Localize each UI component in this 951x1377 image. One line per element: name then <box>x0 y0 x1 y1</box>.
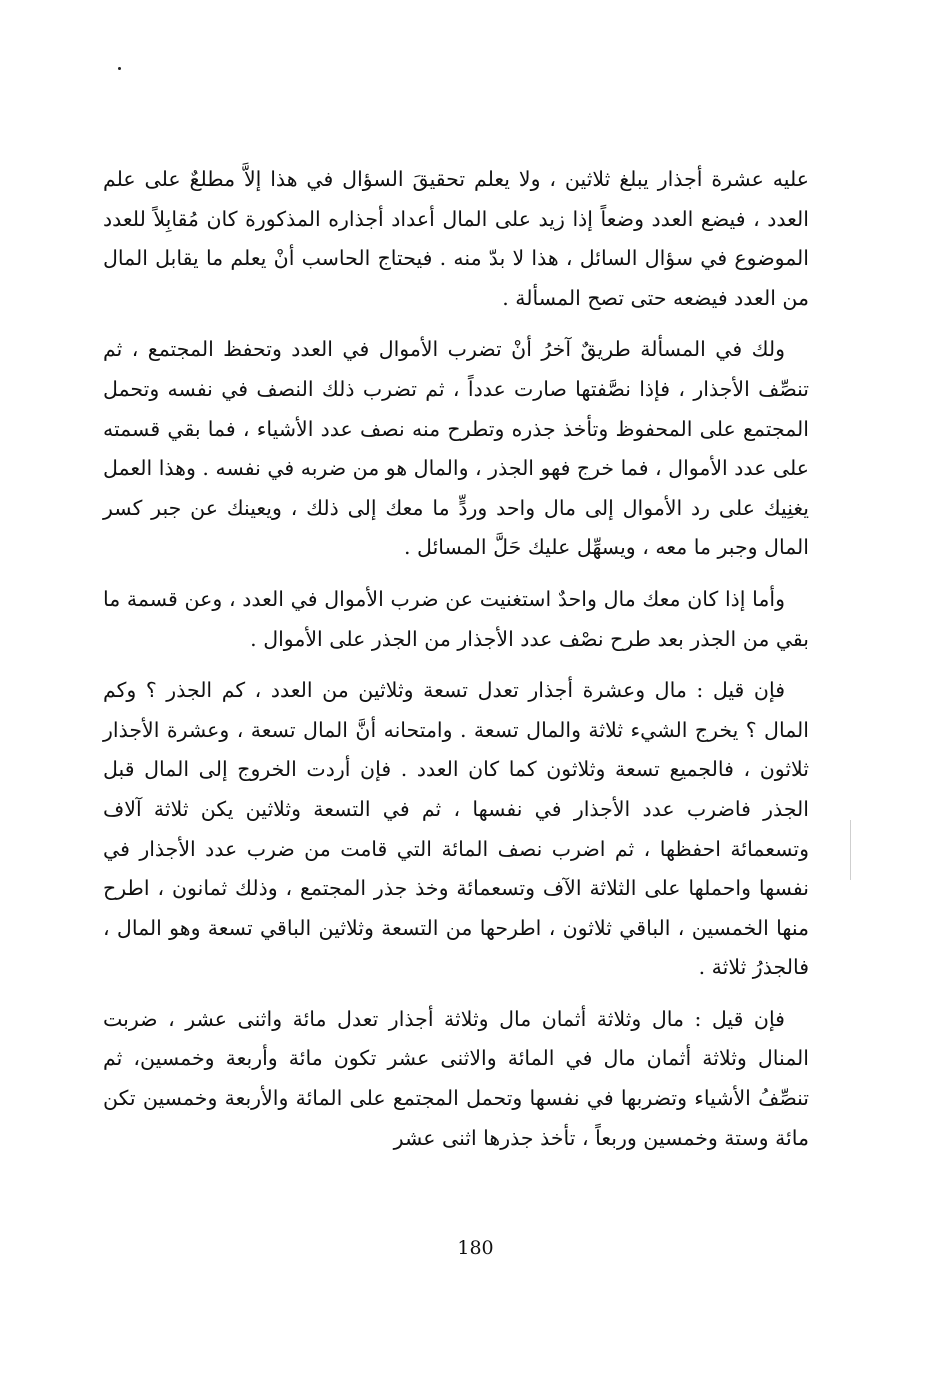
margin-scan-line <box>850 820 851 880</box>
page-number: 180 <box>457 1237 494 1259</box>
paragraph-5: فإن قيل : مال وثلاثة أثمان مال وثلاثة أجذار تعدل مائة واثنى عشر ، ضربت المنال وثلاثة أثمان مال في المائة والاثنى عشر تكون مائة وأربعة وخمسين، ثم تنصِّفُ الأشياء وتضربها في نفسها وتحمل المجتمع على المائة والأربعة وخمسين تكن مائة وستة وخمسين وربعاً ، تأخذ جذرها اثنى عشر <box>103 1006 809 1150</box>
paragraph-1: عليه عشرة أجذار يبلغ ثلاثين ، ولا يعلم تحقيقَ السؤال في هذا إلاَّ مطلعٌ على علم العدد ، فيضع العدد وضعاً إذا زيد على المال أعداد أجذاره المذكورة كان مُقابِلاً للعدد الموضوع في سؤال السائل ، هذا لا بدّ منه . فيحتاج الحاسب أنْ يعلم ما يقابل المال من العدد فيضعه حتى تصح المسألة . <box>103 167 809 310</box>
body-text <box>103 160 809 1170</box>
paragraph-4: فإن قيل : مال وعشرة أجذار تعدل تسعة وثلاثين من العدد ، كم الجذر ؟ وكم المال ؟ يخرج الشيء ثلاثة والمال تسعة . وامتحانه أنَّ المال تسعة ، وعشرة الأجذار ثلاثون ، فالجميع تسعة وثلاثون كما كان العدد . فإن أردت الخروج إلى المال قبل الجذر فاضرب عدد الأجذار في نفسها ، ثم في التسعة وثلاثين يكن ثلاثة آلاف وتسعمائة احفظها ، ثم اضرب نصف المائة التي قامت من ضرب عدد الأجذار في نفسها واحملها على الثلاثة الآف وتسعمائة وخذ جذر المجتمع ، وذلك ثمانون ، اطرح منها الخمسين ، الباقي ثلاثون ، اطرحها من التسعة وثلاثين الباقي تسعة وهو المال ، فالجذرُ ثلاثة . <box>103 678 809 980</box>
paragraph-3: وأما إذا كان معك مال واحدٌ استغنيت عن ضرب الأموال في العدد ، وعن قسمة ما بقي من الجذر بعد طرح نصْف عدد الأجذار من الجذر على الأموال . <box>103 586 809 651</box>
stray-dot-mark <box>118 67 121 70</box>
paragraph-2: ولك في المسألة طريقٌ آخرُ أنْ تضرب الأموال في العدد وتحفظ المجتمع ، ثم تنصِّف الأجذار ، فإذا نصَّفتها صارت عدداً ، ثم تضرب ذلك النصف في نفسه وتحمل المجتمع على المحفوظ وتأخذ جذره وتطرح منه نصف عدد الأشياء ، فما بقي قسمته على عدد الأموال ، فما خرج فهو الجذر ، والمال هو من ضربه في نفسه . وهذا العمل يغنِيك على رد الأموال إلى مال واحد وردٍّ ما معك إلى ذلك ، ويعينك عن جبر كسر المال وجبر ما معه ، ويسهِّل عليك حَلَّ المسائل . <box>103 337 809 560</box>
